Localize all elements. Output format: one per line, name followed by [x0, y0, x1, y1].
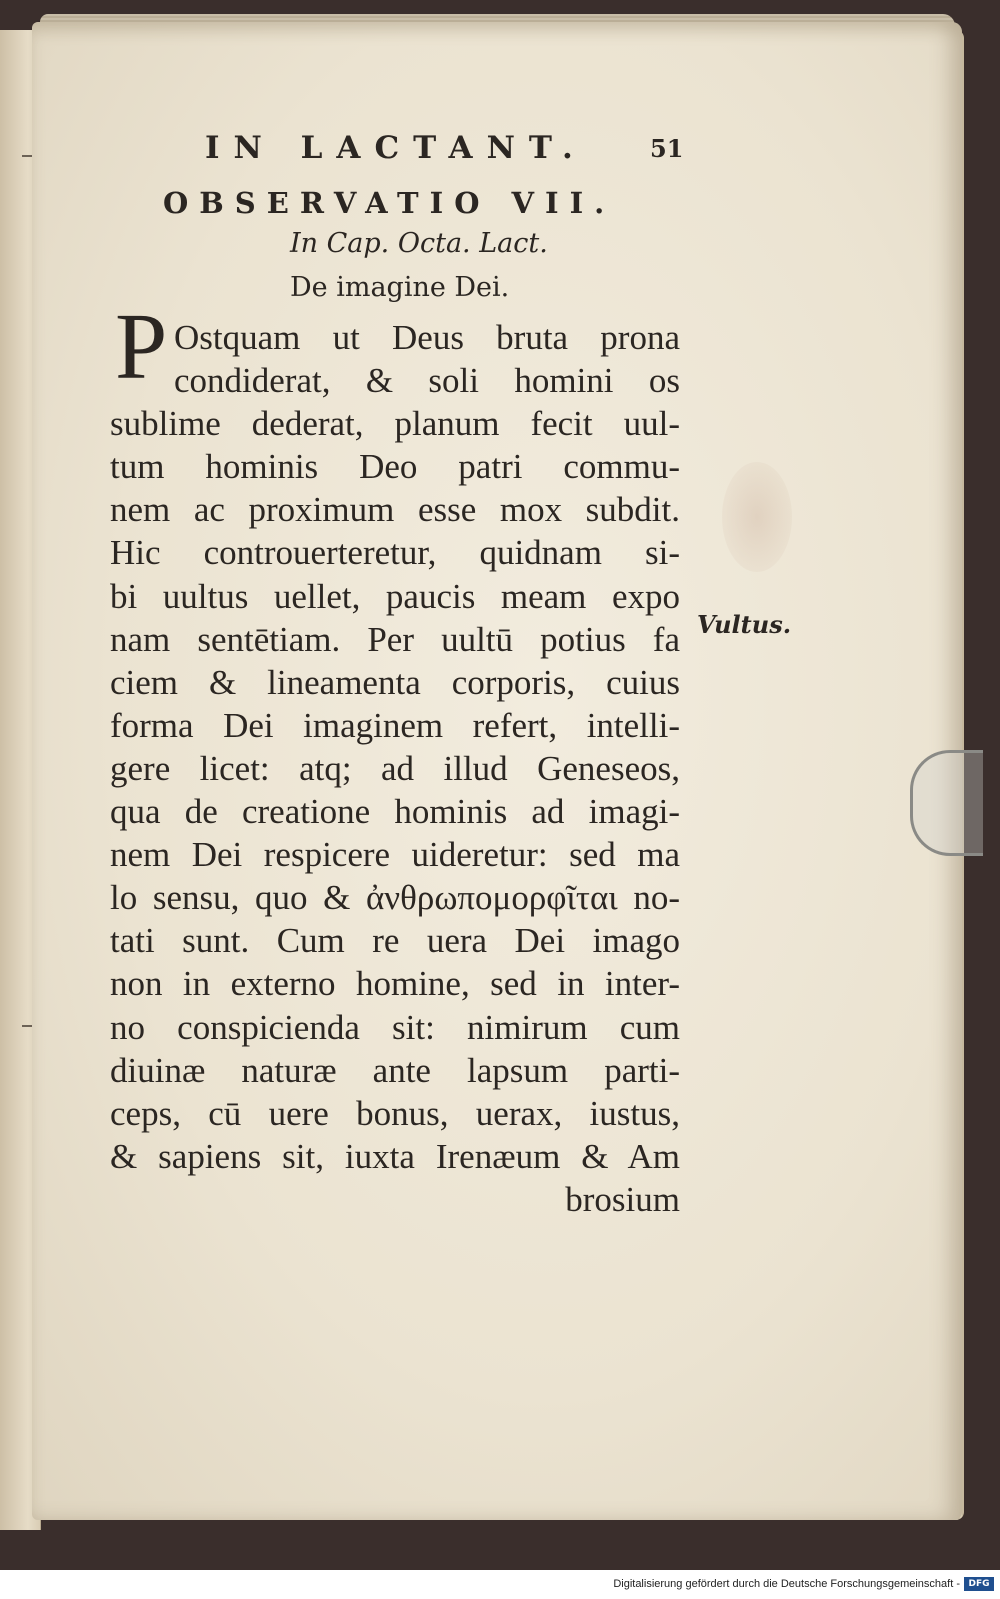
drop-cap: P	[115, 295, 168, 399]
text-line: lo sensu, quo & ἀνθρωπομορφῖται no-	[110, 878, 680, 918]
text-line: no conspicienda sit: nimirum cum	[110, 1007, 680, 1047]
funding-credit: Digitalisierung gefördert durch die Deutsche Forschungsgemeinschaft -	[613, 1578, 960, 1590]
text-line: Hic controuerteretur, quidnam si-	[110, 533, 680, 573]
text-line: ceps, cū uere bonus, uerax, iustus,	[110, 1093, 680, 1133]
dfg-logo-icon: DFG	[964, 1577, 994, 1591]
footer-bar	[0, 1570, 1000, 1599]
text-line: nam sentētiam. Per uultū potius fa	[110, 619, 680, 659]
text-line: nem Dei respicere uideretur: sed ma	[110, 835, 680, 875]
text-line: sublime dederat, planum fecit uul-	[110, 404, 680, 444]
text-line: ciem & lineamenta corporis, cuius	[110, 662, 680, 702]
running-head: IN LACTANT.	[205, 130, 587, 166]
page-number: 51	[650, 134, 684, 163]
text-line: qua de creatione hominis ad imagi-	[110, 792, 680, 832]
margin-note: Vultus.	[697, 610, 792, 639]
section-heading: OBSERVATIO VII.	[163, 186, 616, 220]
text-line: non in externo homine, sed in inter-	[110, 964, 680, 1004]
text-line: nem ac proximum esse mox subdit.	[110, 490, 680, 530]
page-clip	[910, 750, 983, 856]
section-subtitle: De imagine Dei.	[290, 272, 510, 303]
paper-stain	[722, 462, 792, 572]
text-line: gere licet: atq; ad illud Geneseos,	[110, 748, 680, 788]
text-line: condiderat, & soli homini os	[174, 361, 680, 401]
body-text	[110, 316, 680, 1221]
text-line: forma Dei imaginem refert, intelli-	[110, 705, 680, 745]
text-line: bi uultus uellet, paucis meam expo	[110, 576, 680, 616]
text-line: & sapiens sit, iuxta Irenæum & Am	[110, 1136, 680, 1176]
text-line: Ostquam ut Deus bruta prona	[174, 318, 680, 357]
text-line: tum hominis Deo patri commu-	[110, 447, 680, 487]
chapter-reference: In Cap. Octa. Lact.	[290, 228, 548, 259]
catchword: brosium	[565, 1179, 680, 1219]
text-line: tati sunt. Cum re uera Dei imago	[110, 921, 680, 961]
text-line: diuinæ naturæ ante lapsum parti-	[110, 1050, 680, 1090]
